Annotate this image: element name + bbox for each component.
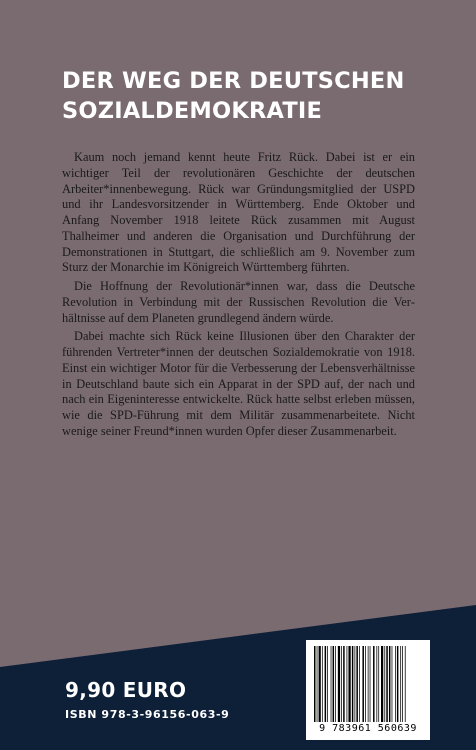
blurb-text [62,150,415,443]
blurb-paragraph-2: Die Hoffnung der Revolutionär*innen war, dass die Deutsche Revolution in Verbindung mit der Russischen Revolution die Verhältnisse auf dem Planeten grundlegend ändern würde. [62,279,415,325]
book-title [62,66,442,126]
blurb-paragraph-1: Kaum noch jemand kennt heute Fritz Rück. Dabei ist er ein wichtiger Teil der revolutionären Geschichte der deutschen Arbeiter*innenbewegung. Rück war Gründungsmitglied der USPD und ihr Landesvorsitzender in Württemberg. Ende Oktober und Anfang November 1918 leitete Rück zusammen mit August Thalheimer und anderen die Organisation und Durchführung der Demonstrationen in Stuttgart, die schließlich am 9. November zum Sturz der Monarchie im Königreich Württemberg führten. [62,150,415,275]
price-label: 9,90 EURO [65,678,187,702]
blurb-paragraph-3: Dabei machte sich Rück keine Illusionen über den Charakter der führenden Vertreter*innen der deutschen Sozialdemokratie von 1918. Einst ein wichtiger Motor für die Verbesserung der Lebensverhältnisse in Deutschland baute sich ein Apparat in der SPD auf, der nach und nach ein Eigeninteresse entwickelte. Rück hatte selbst erleben müssen, wie die SPD-Führung mit dem Militär zusammenarbeitete. Nicht wenige seiner Freund*innen wurden Opfer dieser Zusammenarbeit. [62,329,415,438]
isbn-label: ISBN 978-3-96156-063-9 [65,708,230,721]
barcode [306,640,430,740]
title-line-1: DER WEG DER DEUTSCHEN [62,68,405,94]
title-line-2: SOZIALDEMOKRATIE [62,98,323,124]
barcode-bars-icon [314,646,422,722]
barcode-digits: 9 783961 560639 [319,723,417,734]
